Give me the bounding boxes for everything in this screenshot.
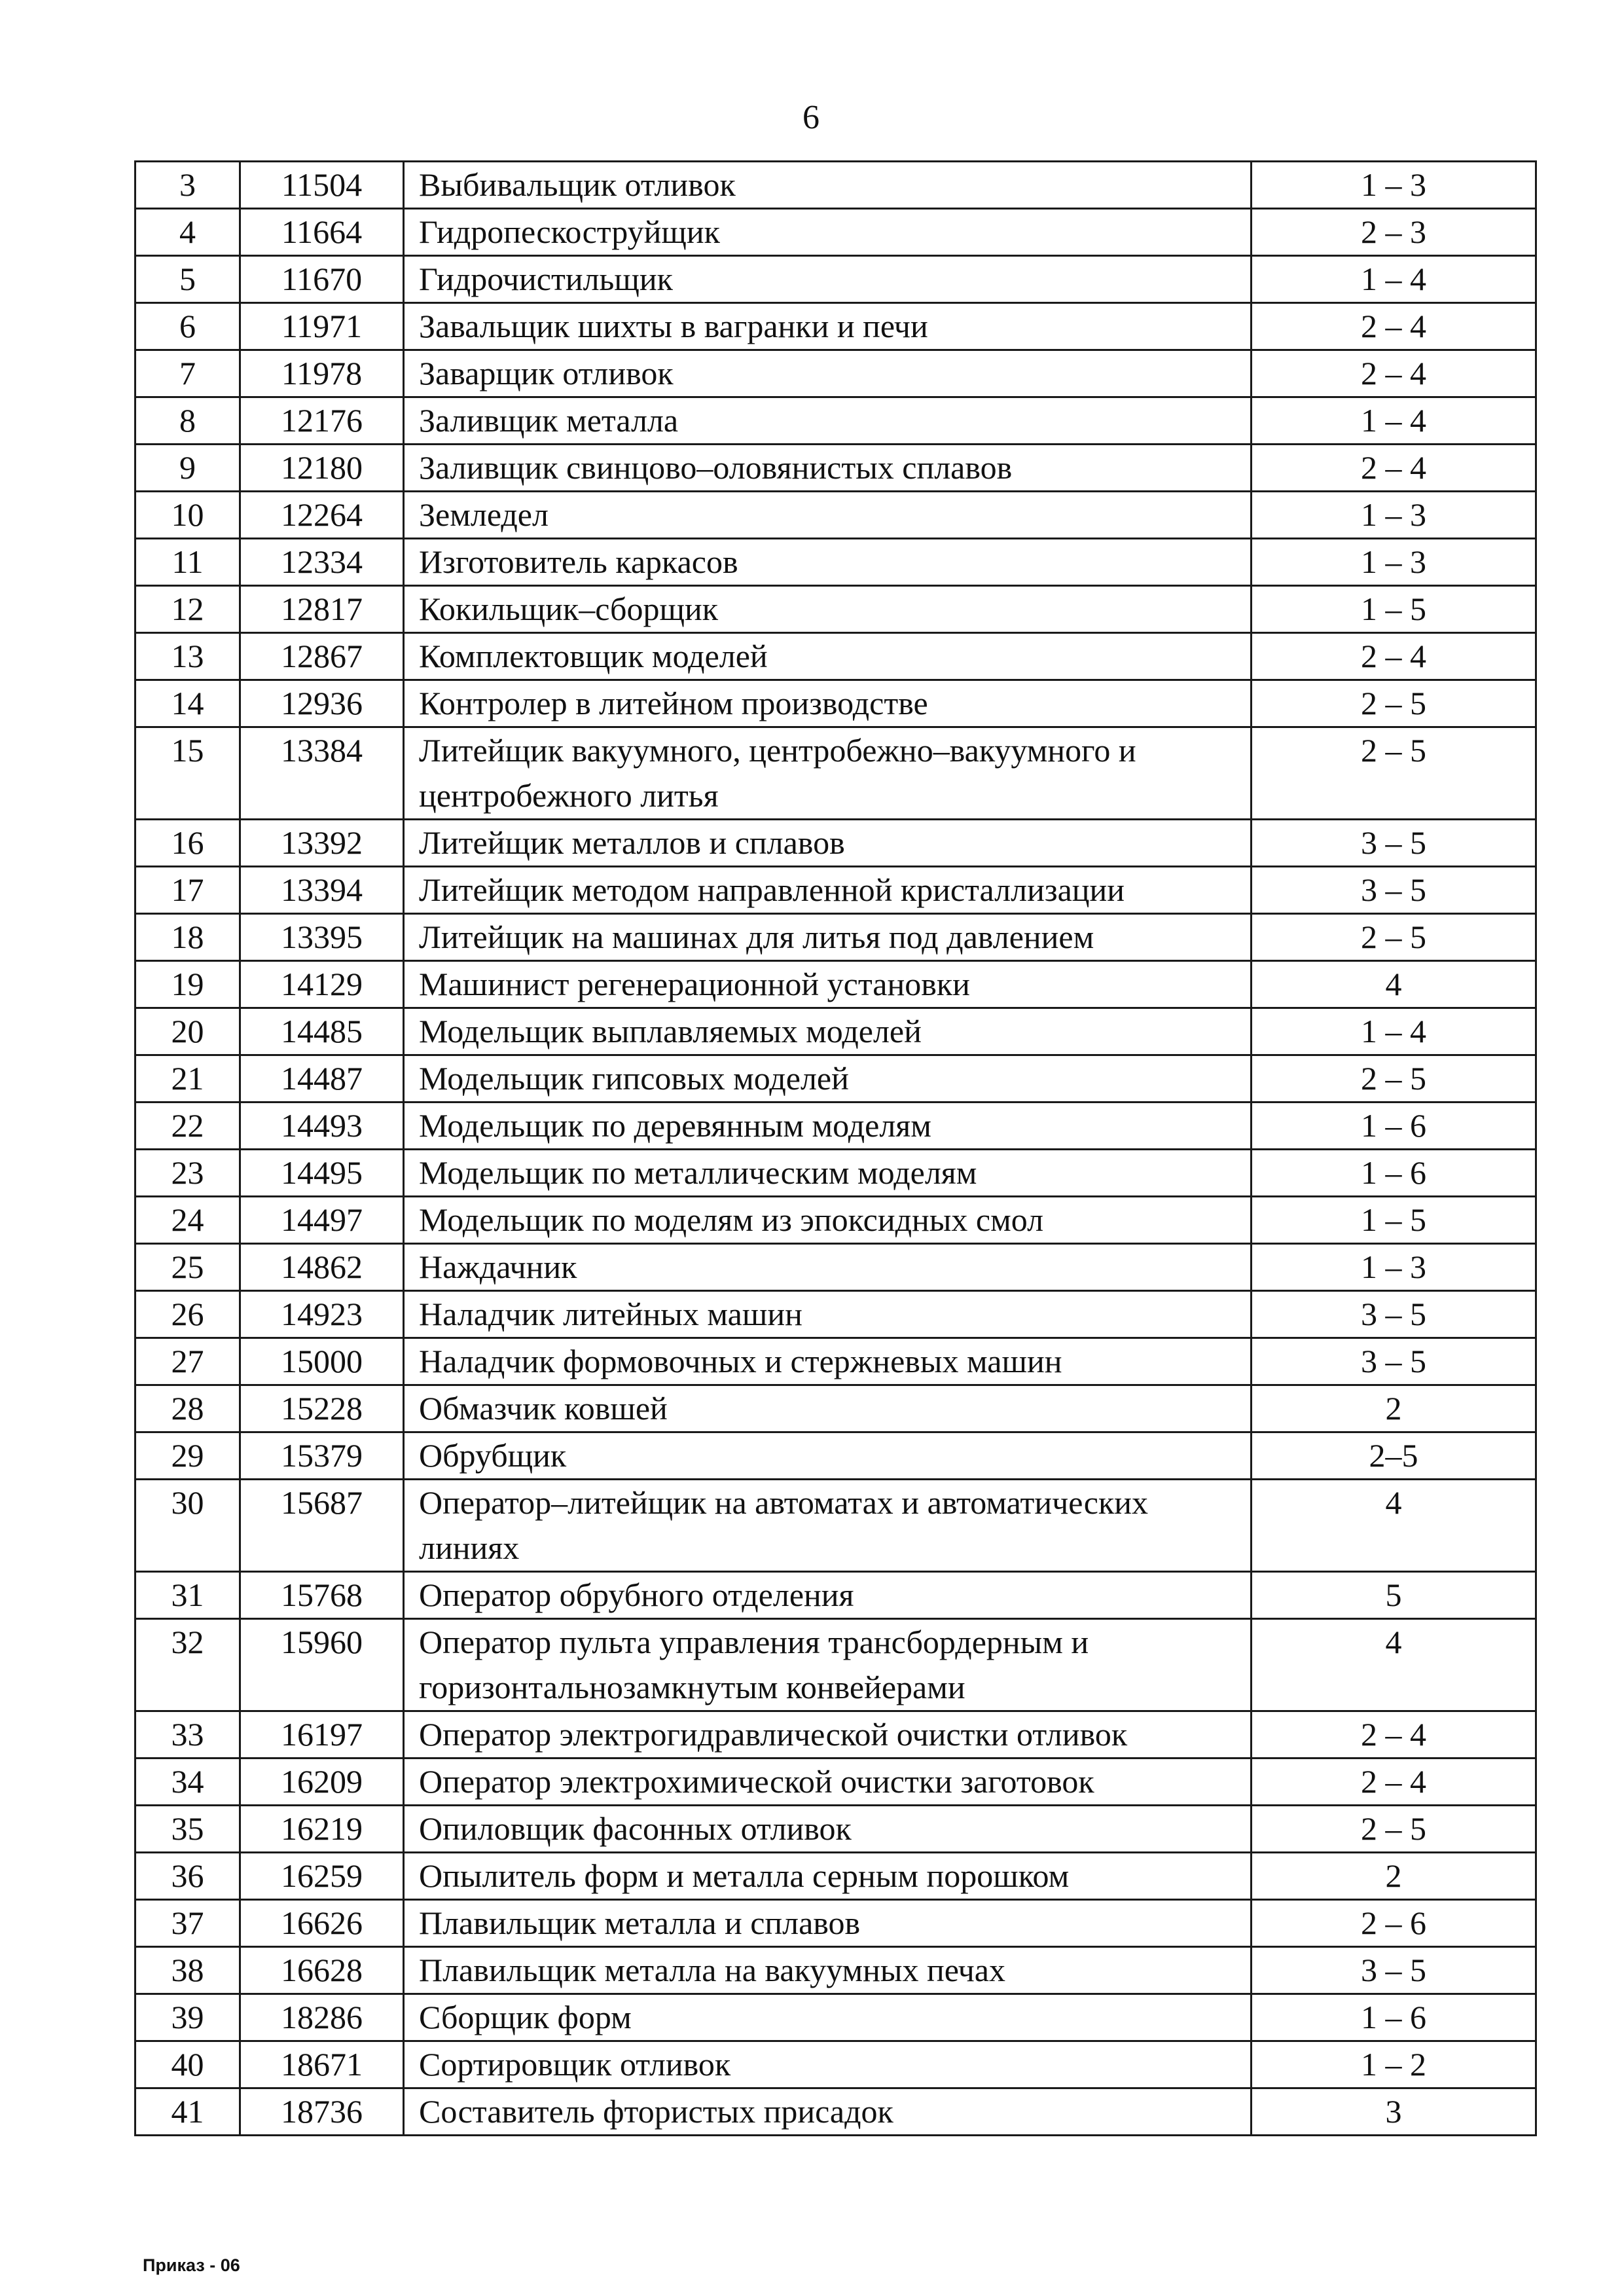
grade-range-cell: 2 – 5	[1252, 727, 1536, 820]
row-number-cell: 15	[135, 727, 240, 820]
grade-range-cell: 1 – 4	[1252, 256, 1536, 303]
table-row	[135, 1758, 1536, 1806]
profession-name-cell: Модельщик выплавляемых моделей	[404, 1008, 1252, 1055]
row-number-cell: 29	[135, 1432, 240, 1480]
table-row	[135, 1947, 1536, 1994]
profession-code-cell: 12176	[240, 397, 404, 445]
profession-code-cell: 11971	[240, 303, 404, 350]
grade-range-cell: 2 – 6	[1252, 1900, 1536, 1947]
profession-name-cell: Заливщик металла	[404, 397, 1252, 445]
table-row	[135, 1338, 1536, 1385]
row-number-cell: 35	[135, 1806, 240, 1853]
table-row	[135, 914, 1536, 961]
grade-range-cell: 3 – 5	[1252, 1947, 1536, 1994]
row-number-cell: 26	[135, 1291, 240, 1338]
grade-range-cell: 2 – 4	[1252, 350, 1536, 397]
table-row	[135, 680, 1536, 727]
row-number-cell: 13	[135, 633, 240, 680]
profession-name-cell: Модельщик гипсовых моделей	[404, 1055, 1252, 1102]
profession-code-cell: 15000	[240, 1338, 404, 1385]
profession-code-cell: 12334	[240, 539, 404, 586]
row-number-cell: 8	[135, 397, 240, 445]
table-row	[135, 303, 1536, 350]
table-row	[135, 350, 1536, 397]
profession-code-cell: 18736	[240, 2088, 404, 2136]
profession-name-cell: Наладчик формовочных и стержневых машин	[404, 1338, 1252, 1385]
profession-code-cell: 11978	[240, 350, 404, 397]
profession-name-cell: Обмазчик ковшей	[404, 1385, 1252, 1432]
grade-range-cell: 2–5	[1252, 1432, 1536, 1480]
row-number-cell: 20	[135, 1008, 240, 1055]
table-row	[135, 1806, 1536, 1853]
profession-name-cell: Плавильщик металла и сплавов	[404, 1900, 1252, 1947]
row-number-cell: 16	[135, 820, 240, 867]
row-number-cell: 9	[135, 445, 240, 492]
grade-range-cell: 2 – 4	[1252, 303, 1536, 350]
profession-code-cell: 15687	[240, 1480, 404, 1572]
profession-code-cell: 13395	[240, 914, 404, 961]
table-row	[135, 586, 1536, 633]
profession-code-cell: 16626	[240, 1900, 404, 1947]
profession-code-cell: 11504	[240, 162, 404, 209]
profession-code-cell: 11664	[240, 209, 404, 256]
row-number-cell: 27	[135, 1338, 240, 1385]
grade-range-cell: 3	[1252, 2088, 1536, 2136]
row-number-cell: 22	[135, 1102, 240, 1150]
profession-name-cell: Плавильщик металла на вакуумных печах	[404, 1947, 1252, 1994]
profession-name-cell: Модельщик по деревянным моделям	[404, 1102, 1252, 1150]
profession-name-cell: Литейщик металлов и сплавов	[404, 820, 1252, 867]
profession-code-cell: 14497	[240, 1197, 404, 1244]
table-row	[135, 1150, 1536, 1197]
grade-range-cell: 1 – 6	[1252, 1150, 1536, 1197]
row-number-cell: 33	[135, 1711, 240, 1758]
profession-name-cell: Опылитель форм и металла серным порошком	[404, 1853, 1252, 1900]
profession-code-cell: 15228	[240, 1385, 404, 1432]
table-row	[135, 492, 1536, 539]
table-row	[135, 539, 1536, 586]
table-row	[135, 1385, 1536, 1432]
grade-range-cell: 2 – 5	[1252, 1055, 1536, 1102]
profession-code-cell: 18286	[240, 1994, 404, 2041]
grade-range-cell: 1 – 5	[1252, 586, 1536, 633]
table-row	[135, 1572, 1536, 1619]
profession-name-cell: Литейщик вакуумного, центробежно–вакуумного и центробежного литья	[404, 727, 1252, 820]
profession-code-cell: 18671	[240, 2041, 404, 2088]
table-row	[135, 1102, 1536, 1150]
profession-name-cell: Гидрочистильщик	[404, 256, 1252, 303]
row-number-cell: 18	[135, 914, 240, 961]
table-row	[135, 2041, 1536, 2088]
grade-range-cell: 3 – 5	[1252, 1291, 1536, 1338]
profession-name-cell: Модельщик по моделям из эпоксидных смол	[404, 1197, 1252, 1244]
row-number-cell: 30	[135, 1480, 240, 1572]
profession-name-cell: Сборщик форм	[404, 1994, 1252, 2041]
profession-code-cell: 14493	[240, 1102, 404, 1150]
row-number-cell: 7	[135, 350, 240, 397]
profession-code-cell: 16197	[240, 1711, 404, 1758]
grade-range-cell: 2	[1252, 1385, 1536, 1432]
grade-range-cell: 2 – 4	[1252, 1758, 1536, 1806]
profession-name-cell: Оператор обрубного отделения	[404, 1572, 1252, 1619]
grade-range-cell: 3 – 5	[1252, 1338, 1536, 1385]
row-number-cell: 6	[135, 303, 240, 350]
row-number-cell: 36	[135, 1853, 240, 1900]
row-number-cell: 11	[135, 539, 240, 586]
row-number-cell: 28	[135, 1385, 240, 1432]
profession-code-cell: 15379	[240, 1432, 404, 1480]
grade-range-cell: 1 – 2	[1252, 2041, 1536, 2088]
row-number-cell: 14	[135, 680, 240, 727]
grade-range-cell: 1 – 3	[1252, 162, 1536, 209]
table-row	[135, 445, 1536, 492]
row-number-cell: 34	[135, 1758, 240, 1806]
profession-name-cell: Составитель фтористых присадок	[404, 2088, 1252, 2136]
table-body	[135, 162, 1536, 2136]
profession-code-cell: 16219	[240, 1806, 404, 1853]
row-number-cell: 19	[135, 961, 240, 1008]
profession-name-cell: Кокильщик–сборщик	[404, 586, 1252, 633]
row-number-cell: 10	[135, 492, 240, 539]
table-row	[135, 867, 1536, 914]
profession-code-cell: 11670	[240, 256, 404, 303]
grade-range-cell: 1 – 5	[1252, 1197, 1536, 1244]
grade-range-cell: 2 – 3	[1252, 209, 1536, 256]
row-number-cell: 37	[135, 1900, 240, 1947]
grade-range-cell: 1 – 4	[1252, 397, 1536, 445]
profession-name-cell: Опиловщик фасонных отливок	[404, 1806, 1252, 1853]
grade-range-cell: 4	[1252, 1480, 1536, 1572]
table-row	[135, 1055, 1536, 1102]
row-number-cell: 21	[135, 1055, 240, 1102]
grade-range-cell: 2 – 5	[1252, 1806, 1536, 1853]
row-number-cell: 4	[135, 209, 240, 256]
table-row	[135, 1008, 1536, 1055]
table-row	[135, 1900, 1536, 1947]
profession-name-cell: Машинист регенерационной установки	[404, 961, 1252, 1008]
grade-range-cell: 5	[1252, 1572, 1536, 1619]
row-number-cell: 32	[135, 1619, 240, 1711]
row-number-cell: 17	[135, 867, 240, 914]
row-number-cell: 23	[135, 1150, 240, 1197]
table-row	[135, 1197, 1536, 1244]
table-row	[135, 1711, 1536, 1758]
profession-code-cell: 16628	[240, 1947, 404, 1994]
grade-range-cell: 1 – 3	[1252, 539, 1536, 586]
profession-name-cell: Земледел	[404, 492, 1252, 539]
profession-name-cell: Заварщик отливок	[404, 350, 1252, 397]
profession-code-cell: 12817	[240, 586, 404, 633]
profession-code-cell: 12264	[240, 492, 404, 539]
table-row	[135, 1244, 1536, 1291]
row-number-cell: 3	[135, 162, 240, 209]
profession-code-cell: 14495	[240, 1150, 404, 1197]
profession-name-cell: Литейщик методом направленной кристаллизации	[404, 867, 1252, 914]
profession-name-cell: Выбивальщик отливок	[404, 162, 1252, 209]
profession-name-cell: Гидропескоструйщик	[404, 209, 1252, 256]
row-number-cell: 40	[135, 2041, 240, 2088]
grade-range-cell: 1 – 3	[1252, 1244, 1536, 1291]
profession-name-cell: Наждачник	[404, 1244, 1252, 1291]
grade-range-cell: 3 – 5	[1252, 820, 1536, 867]
row-number-cell: 24	[135, 1197, 240, 1244]
profession-name-cell: Заливщик свинцово–оловянистых сплавов	[404, 445, 1252, 492]
profession-code-cell: 13384	[240, 727, 404, 820]
table-row	[135, 2088, 1536, 2136]
table-row	[135, 397, 1536, 445]
profession-name-cell: Контролер в литейном производстве	[404, 680, 1252, 727]
grade-range-cell: 3 – 5	[1252, 867, 1536, 914]
table-row	[135, 820, 1536, 867]
row-number-cell: 31	[135, 1572, 240, 1619]
table-row	[135, 1432, 1536, 1480]
profession-name-cell: Сортировщик отливок	[404, 2041, 1252, 2088]
row-number-cell: 25	[135, 1244, 240, 1291]
table-row	[135, 1291, 1536, 1338]
page-number: 6	[802, 99, 820, 136]
profession-code-cell: 14129	[240, 961, 404, 1008]
grade-range-cell: 2 – 4	[1252, 445, 1536, 492]
grade-range-cell: 2 – 4	[1252, 1711, 1536, 1758]
row-number-cell: 39	[135, 1994, 240, 2041]
grade-range-cell: 4	[1252, 961, 1536, 1008]
profession-name-cell: Наладчик литейных машин	[404, 1291, 1252, 1338]
grade-range-cell: 2 – 5	[1252, 914, 1536, 961]
table-row	[135, 1480, 1536, 1572]
grade-range-cell: 2 – 5	[1252, 680, 1536, 727]
table-row	[135, 727, 1536, 820]
profession-code-cell: 14487	[240, 1055, 404, 1102]
profession-code-cell: 14862	[240, 1244, 404, 1291]
grade-range-cell: 2	[1252, 1853, 1536, 1900]
row-number-cell: 38	[135, 1947, 240, 1994]
table-row	[135, 633, 1536, 680]
grade-range-cell: 1 – 6	[1252, 1102, 1536, 1150]
profession-code-cell: 12936	[240, 680, 404, 727]
profession-code-cell: 12180	[240, 445, 404, 492]
professions-table	[134, 160, 1537, 2136]
table-row	[135, 256, 1536, 303]
table-row	[135, 209, 1536, 256]
profession-code-cell: 15960	[240, 1619, 404, 1711]
profession-name-cell: Литейщик на машинах для литья под давлением	[404, 914, 1252, 961]
grade-range-cell: 1 – 6	[1252, 1994, 1536, 2041]
grade-range-cell: 1 – 4	[1252, 1008, 1536, 1055]
profession-code-cell: 13392	[240, 820, 404, 867]
grade-range-cell: 2 – 4	[1252, 633, 1536, 680]
footer-label: Приказ - 06	[143, 2255, 240, 2275]
profession-code-cell: 12867	[240, 633, 404, 680]
table-row	[135, 1619, 1536, 1711]
profession-name-cell: Комплектовщик моделей	[404, 633, 1252, 680]
grade-range-cell: 4	[1252, 1619, 1536, 1711]
row-number-cell: 5	[135, 256, 240, 303]
profession-name-cell: Оператор–литейщик на автоматах и автоматических линиях	[404, 1480, 1252, 1572]
profession-name-cell: Модельщик по металлическим моделям	[404, 1150, 1252, 1197]
profession-name-cell: Оператор электрогидравлической очистки отливок	[404, 1711, 1252, 1758]
profession-code-cell: 13394	[240, 867, 404, 914]
table-row	[135, 1994, 1536, 2041]
profession-name-cell: Оператор пульта управления трансбордерным и горизонтальнозамкнутым конвейерами	[404, 1619, 1252, 1711]
profession-code-cell: 16259	[240, 1853, 404, 1900]
profession-code-cell: 16209	[240, 1758, 404, 1806]
profession-name-cell: Обрубщик	[404, 1432, 1252, 1480]
profession-name-cell: Оператор электрохимической очистки заготовок	[404, 1758, 1252, 1806]
table-row	[135, 162, 1536, 209]
profession-name-cell: Завальщик шихты в вагранки и печи	[404, 303, 1252, 350]
table-row	[135, 961, 1536, 1008]
profession-code-cell: 15768	[240, 1572, 404, 1619]
profession-code-cell: 14923	[240, 1291, 404, 1338]
row-number-cell: 12	[135, 586, 240, 633]
profession-code-cell: 14485	[240, 1008, 404, 1055]
profession-name-cell: Изготовитель каркасов	[404, 539, 1252, 586]
row-number-cell: 41	[135, 2088, 240, 2136]
table-row	[135, 1853, 1536, 1900]
grade-range-cell: 1 – 3	[1252, 492, 1536, 539]
